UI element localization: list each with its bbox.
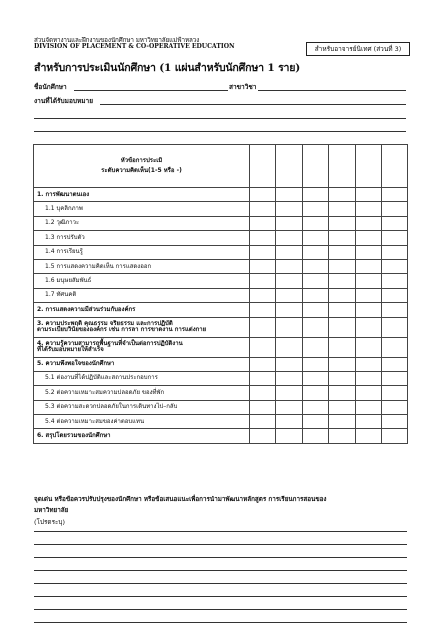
score-cell[interactable]	[302, 274, 328, 288]
score-cell[interactable]	[329, 231, 355, 245]
score-cell[interactable]	[276, 303, 302, 317]
form-title: สำหรับการประเมินนักศึกษา (1 แผ่นสำหรับนักศึกษา 1 ราย)	[34, 62, 301, 74]
score-cell[interactable]	[381, 317, 407, 337]
criterion-cell	[34, 386, 250, 400]
table-row	[34, 202, 408, 216]
criterion-cell	[34, 400, 250, 414]
criterion-label: 1.3 การปรับตัว	[45, 233, 85, 241]
score-cell[interactable]	[302, 216, 328, 230]
score-cell[interactable]	[381, 274, 407, 288]
comment-line[interactable]	[34, 596, 407, 597]
score-cell[interactable]	[329, 202, 355, 216]
score-cell[interactable]	[355, 274, 381, 288]
score-cell[interactable]	[381, 357, 407, 371]
score-cell[interactable]	[329, 400, 355, 414]
score-cell[interactable]	[355, 216, 381, 230]
comment-line[interactable]	[34, 570, 407, 571]
score-cell[interactable]	[329, 386, 355, 400]
score-cell[interactable]	[381, 216, 407, 230]
score-cell[interactable]	[329, 371, 355, 385]
score-cell[interactable]	[381, 415, 407, 429]
comments-prompt-line2: มหาวิทยาลัย	[34, 507, 69, 514]
criterion-label: 1.7 ทัศนคติ	[45, 291, 77, 299]
assigned-work-field[interactable]	[100, 104, 406, 105]
score-cell[interactable]	[355, 259, 381, 273]
score-cell[interactable]	[381, 371, 407, 385]
assigned-work-line-3[interactable]	[34, 131, 406, 132]
criterion-label-cont: ที่ได้รับมอบหมายให้สำเร็จ	[37, 346, 104, 354]
score-cell[interactable]	[381, 429, 407, 443]
assigned-work-line-2[interactable]	[34, 118, 406, 119]
table-row	[34, 245, 408, 259]
score-cell[interactable]	[355, 303, 381, 317]
header-title: หัวข้อการประเมิ	[120, 156, 163, 164]
criterion-cell	[34, 357, 250, 371]
score-cell[interactable]	[329, 415, 355, 429]
organization-line: ส่วนจัดหางานและฝึกงานของนักศึกษา มหาวิทยาลัยแม่ฟ้าหลวง	[34, 37, 200, 44]
score-cell[interactable]	[302, 357, 328, 371]
table-row	[34, 357, 408, 371]
score-cell[interactable]	[276, 245, 302, 259]
comment-line[interactable]	[34, 557, 407, 558]
score-cell[interactable]	[302, 386, 328, 400]
score-cell[interactable]	[276, 415, 302, 429]
table-row	[34, 231, 408, 245]
criterion-label: 1.1 บุคลิกภาพ	[45, 204, 83, 212]
criterion-cell	[34, 274, 250, 288]
score-cell[interactable]	[355, 188, 381, 202]
score-cell[interactable]	[276, 429, 302, 443]
score-cell[interactable]	[276, 274, 302, 288]
score-cell[interactable]	[381, 303, 407, 317]
score-cell[interactable]	[381, 245, 407, 259]
score-cell[interactable]	[302, 245, 328, 259]
score-header-cell	[250, 145, 276, 188]
score-cell[interactable]	[381, 386, 407, 400]
score-cell[interactable]	[329, 274, 355, 288]
score-cell[interactable]	[250, 188, 276, 202]
score-cell[interactable]	[329, 259, 355, 273]
score-cell[interactable]	[355, 429, 381, 443]
comments-prompt	[34, 494, 414, 516]
student-name-label: ชื่อนักศึกษา	[34, 83, 67, 91]
score-header-cell	[381, 145, 407, 188]
score-cell[interactable]	[329, 317, 355, 337]
score-cell[interactable]	[302, 400, 328, 414]
score-header-cell	[276, 145, 302, 188]
score-cell[interactable]	[276, 337, 302, 357]
criterion-label: 5.4 ต่อความเหมาะสมของค่าตอบแทน	[45, 417, 145, 425]
criterion-cell	[34, 429, 250, 443]
score-cell[interactable]	[302, 288, 328, 302]
score-cell[interactable]	[250, 371, 276, 385]
comment-line[interactable]	[34, 583, 407, 584]
score-cell[interactable]	[329, 303, 355, 317]
criterion-label: 1. การพัฒนาตนเอง	[37, 190, 90, 198]
criterion-cell	[34, 259, 250, 273]
criterion-cell	[34, 415, 250, 429]
score-cell[interactable]	[276, 400, 302, 414]
score-cell[interactable]	[302, 415, 328, 429]
major-label: สาขาวิชา	[229, 83, 257, 91]
criterion-label: 5. ความพึงพอใจของนักศึกษา	[37, 360, 115, 368]
table-row	[34, 216, 408, 230]
comment-line[interactable]	[34, 544, 407, 545]
score-cell[interactable]	[355, 415, 381, 429]
score-cell[interactable]	[302, 317, 328, 337]
score-cell[interactable]	[250, 415, 276, 429]
score-cell[interactable]	[329, 429, 355, 443]
score-cell[interactable]	[302, 188, 328, 202]
score-cell[interactable]	[250, 429, 276, 443]
score-cell[interactable]	[355, 231, 381, 245]
score-cell[interactable]	[381, 337, 407, 357]
score-cell[interactable]	[381, 231, 407, 245]
score-cell[interactable]	[355, 386, 381, 400]
score-cell[interactable]	[276, 216, 302, 230]
criterion-label: 1.4 การเรียนรู้	[45, 248, 83, 256]
comment-line[interactable]	[34, 531, 407, 532]
score-cell[interactable]	[276, 259, 302, 273]
criterion-cell	[34, 245, 250, 259]
score-cell[interactable]	[302, 337, 328, 357]
score-cell[interactable]	[381, 202, 407, 216]
score-cell[interactable]	[250, 288, 276, 302]
criterion-cell	[34, 337, 250, 357]
major-field[interactable]	[258, 90, 406, 91]
criterion-label: 1.2 วุฒิภาวะ	[45, 219, 80, 227]
criterion-label: 5.3 ต่อความสะดวกปลอดภัยในการเดินทางไป–กลับ	[45, 403, 178, 411]
score-cell[interactable]	[250, 317, 276, 337]
score-cell[interactable]	[250, 337, 276, 357]
score-cell[interactable]	[276, 357, 302, 371]
score-cell[interactable]	[302, 371, 328, 385]
criterion-label: 2. การแสดงความมีส่วนร่วมกับองค์กร	[37, 305, 136, 313]
score-cell[interactable]	[276, 288, 302, 302]
score-cell[interactable]	[276, 371, 302, 385]
score-cell[interactable]	[329, 357, 355, 371]
score-cell[interactable]	[355, 337, 381, 357]
table-row	[34, 288, 408, 302]
score-cell[interactable]	[276, 188, 302, 202]
score-cell[interactable]	[329, 245, 355, 259]
score-cell[interactable]	[302, 429, 328, 443]
table-row	[34, 274, 408, 288]
score-cell[interactable]	[329, 288, 355, 302]
score-cell[interactable]	[250, 231, 276, 245]
score-cell[interactable]	[276, 386, 302, 400]
score-header-cell	[329, 145, 355, 188]
please-specify-label: (โปรดระบุ)	[34, 518, 65, 526]
score-cell[interactable]	[355, 371, 381, 385]
score-header-cell	[302, 145, 328, 188]
score-cell[interactable]	[355, 357, 381, 371]
score-cell[interactable]	[329, 337, 355, 357]
score-cell[interactable]	[276, 202, 302, 216]
comment-line[interactable]	[34, 622, 407, 623]
score-cell[interactable]	[355, 245, 381, 259]
criterion-cell	[34, 288, 250, 302]
table-header-row	[34, 145, 408, 188]
evaluation-table	[33, 144, 408, 444]
score-cell[interactable]	[276, 231, 302, 245]
score-cell[interactable]	[250, 245, 276, 259]
assigned-work-label: งานที่ได้รับมอบหมาย	[34, 97, 94, 105]
table-row	[34, 259, 408, 273]
score-cell[interactable]	[250, 274, 276, 288]
score-cell[interactable]	[302, 231, 328, 245]
score-cell[interactable]	[250, 259, 276, 273]
comment-line[interactable]	[34, 609, 407, 610]
table-row	[34, 415, 408, 429]
criterion-label: 1.6 มนุษยสัมพันธ์	[45, 276, 92, 284]
division-name: DIVISION OF PLACEMENT & CO-OPERATIVE EDUCATION	[34, 43, 235, 50]
table-row	[34, 317, 408, 337]
criterion-cell	[34, 303, 250, 317]
student-name-field[interactable]	[74, 90, 228, 91]
table-row	[34, 371, 408, 385]
score-cell[interactable]	[355, 400, 381, 414]
score-cell[interactable]	[302, 303, 328, 317]
score-cell[interactable]	[381, 259, 407, 273]
score-cell[interactable]	[381, 400, 407, 414]
score-cell[interactable]	[302, 202, 328, 216]
score-cell[interactable]	[276, 317, 302, 337]
score-cell[interactable]	[250, 386, 276, 400]
section-box-label: สำหรับอาจารย์นิเทศ (ส่วนที่ 3)	[306, 42, 410, 56]
table-row	[34, 188, 408, 202]
score-header-cell	[355, 145, 381, 188]
table-row	[34, 386, 408, 400]
score-cell[interactable]	[355, 202, 381, 216]
score-cell[interactable]	[329, 188, 355, 202]
criterion-cell	[34, 216, 250, 230]
criterion-label: 1.5 การแสดงความคิดเห็น การแสดงออก	[45, 262, 152, 270]
table-row	[34, 337, 408, 357]
score-cell[interactable]	[329, 216, 355, 230]
score-cell[interactable]	[381, 288, 407, 302]
criterion-label: 5.1 ต่องานที่ได้ปฏิบัติและสถานประกอบการ	[45, 374, 158, 382]
score-cell[interactable]	[250, 303, 276, 317]
table-row	[34, 303, 408, 317]
criterion-label: 4. ความรู้ความสามารถพื้นฐานที่จำเป็นต่อการปฏิบัติงาน	[37, 339, 183, 347]
criterion-label: 5.2 ต่อความเหมาะสมความปลอดภัย ของที่พัก	[45, 388, 165, 396]
score-cell[interactable]	[250, 202, 276, 216]
table-row	[34, 429, 408, 443]
score-cell[interactable]	[355, 317, 381, 337]
header-scale: ระดับความคิดเห็น(1-5 หรือ -)	[101, 167, 182, 174]
score-cell[interactable]	[250, 357, 276, 371]
criterion-cell	[34, 231, 250, 245]
score-cell[interactable]	[250, 400, 276, 414]
criterion-cell	[34, 371, 250, 385]
table-header-cell	[34, 145, 250, 188]
criterion-label: 6. สรุปโดยรวมของนักศึกษา	[37, 432, 111, 440]
criterion-label: 3. ความประพฤติ คุณธรรม จริยธรรม และการปฏิบัติ	[37, 319, 173, 327]
criterion-cell	[34, 202, 250, 216]
criterion-cell	[34, 188, 250, 202]
criterion-label-cont: ตามระเบียบวินัยขององค์กร เช่น การลา การขาดงาน การแต่งกาย	[37, 326, 207, 334]
criterion-cell	[34, 317, 250, 337]
score-cell[interactable]	[250, 216, 276, 230]
table-row	[34, 400, 408, 414]
score-cell[interactable]	[302, 259, 328, 273]
score-cell[interactable]	[381, 188, 407, 202]
comments-prompt-line1: จุดเด่น หรือข้อควรปรับปรุงของนักศึกษา หรือข้อเสนอแนะเพื่อการนำมาพัฒนาหลักสูตร การเรียนการสอนของ	[34, 496, 327, 503]
score-cell[interactable]	[355, 288, 381, 302]
